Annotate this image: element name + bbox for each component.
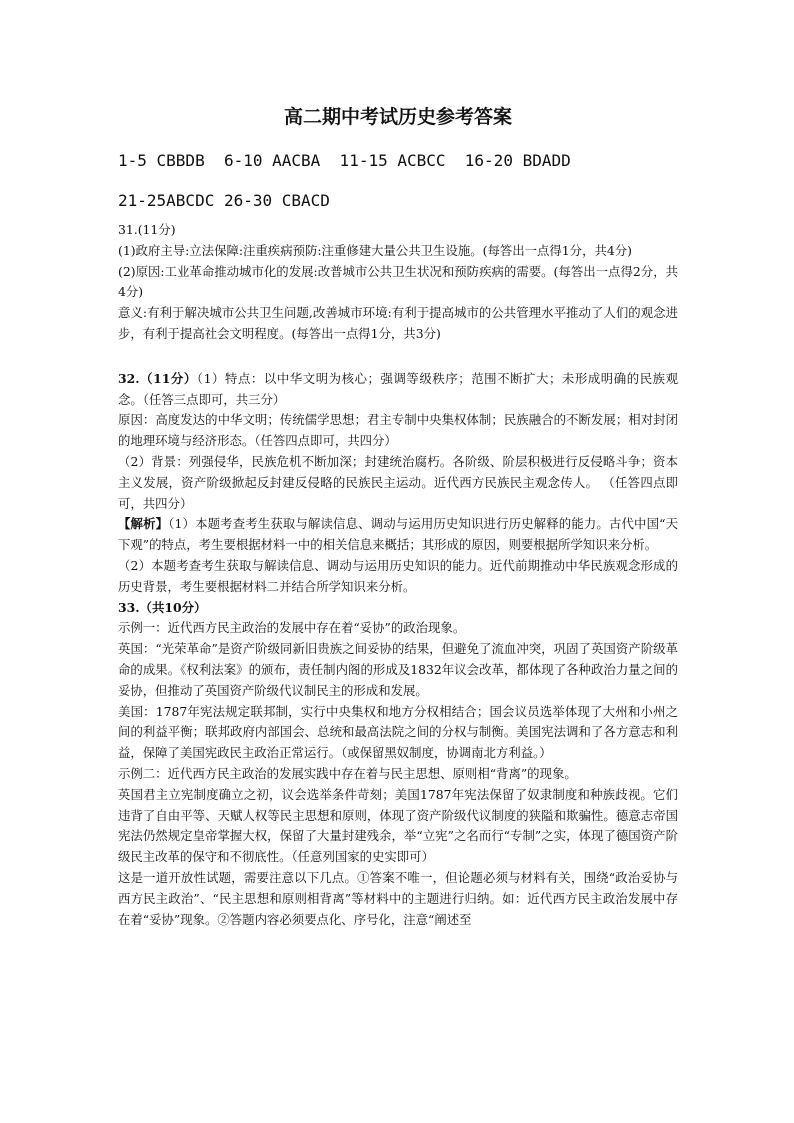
answer-sheet <box>118 102 678 930</box>
page-title: 高二期中考试历史参考答案 <box>283 106 512 128</box>
q33-notes: 这是一道开放性试题，需要注意以下几点。①答案不唯一，但论题必须与材料有关，围绕“政治妥协与西方民主政治”、“民主思想和原则相背离”等材料中的主题进行归纳。如：近代西方民主政治发展中存在着“妥协”现象。②答题内容必须要点化、序号化，注意“阐述至 <box>118 869 678 927</box>
q31-heading: 31.(11分) <box>118 222 176 237</box>
spacer <box>118 345 678 369</box>
q33-example-1: 示例一：近代西方民主政治的发展中存在着“妥协”的政治现象。 <box>118 620 466 636</box>
q32-features: （1）特点：以中华文明为核心；强调等级秩序；范围不断扩大；未形成明确的民族观念。（任答三点即可，共三分） <box>118 370 678 407</box>
q33-usa: 美国：1787年宪法规定联邦制，实行中央集权和地方分权相结合；国会议员选举体现了大州和小州之间的利益平衡；联邦政府内部国会、总统和最高法院之间的分权与制衡。美国宪法调和了各方意志和利益，保障了美国宪政民主政治正常运行。（或保留黑奴制度，协调南北方利益。） <box>118 703 678 761</box>
q31-part1: (1)政府主导:立法保障:注重疾病预防:注重修建大量公共卫生设施。(每答出一点得1分，共4分) <box>118 242 632 258</box>
q33-example-2: 示例二：近代西方民主政治的发展实践中存在着与民主思想、原则相“背离”的现象。 <box>118 765 577 781</box>
q32-heading: 32.（11分） <box>118 370 197 386</box>
q32-analysis-1 <box>118 514 678 556</box>
q33-example-2-text: 英国君主立宪制度确立之初，议会选举条件苛刻；美国1787年宪法保留了奴隶制度和种族歧视。它们违背了自由平等、天赋人权等民主思想和原则，体现了资产阶级代议制度的狭隘和欺骗性。德意志帝国宪法仍然规定皇帝掌握大权，保留了大量封建残余，举“立宪”之名而行“专制”之实，体现了德国资产阶级民主改革的保守和不彻底性。（任意列国家的史实即可） <box>118 786 678 865</box>
question-32 <box>118 369 678 598</box>
q32-reasons: 原因：高度发达的中华文明；传统儒学思想；君主专制中央集权体制；民族融合的不断发展；相对封闭的地理环境与经济形态。（任答四点即可，共四分） <box>118 412 678 449</box>
q31-significance: 意义:有利于解决城市公共卫生问题,改善城市环境:有利于提高城市的公共管理水平推动了人们的观念进步，有利于提高社会文明程度。(每答出一点得1分，共3分) <box>118 305 678 341</box>
q33-england: 英国：“光荣革命”是资产阶级同新旧贵族之间妥协的结果，但避免了流血冲突，巩固了英国资产阶级革命的成果。《权利法案》的颁布，责任制内阁的形成及1832年议会改革，都体现了各种政治力量之间的妥协，但推动了英国资产阶级代议制民主的形成和发展。 <box>118 641 678 698</box>
mc-answers-line-2: 21-25ABCDC 26-30 CBACD <box>118 191 330 210</box>
q31-part2: (2)原因:工业革命推动城市化的发展:改普城市公共卫生状况和预防疾病的需要。(每答出一点得2分，共4分) <box>118 263 678 300</box>
question-33 <box>118 598 678 931</box>
q32-analysis-2: （2）本题考查考生获取与解读信息、调动与运用历史知识的能力。近代前期推动中华民族观念形成的历史背景，考生要根据材料二并结合所学知识来分析。 <box>118 557 678 594</box>
mc-answers-line-1: 1-5 CBBDB 6-10 AACBA 11-15 ACBCC 16-20 BDADD <box>118 151 571 170</box>
analysis-text-1: （1）本题考查考生获取与解读信息、调动与运用历史知识进行历史解释的能力。古代中国“天下观”的特点，考生要根据材料一中的相关信息来概括；其形成的原因，则要根据所学知识来分析。 <box>118 516 678 553</box>
q32-part1 <box>118 369 678 411</box>
analysis-label: 【解析】 <box>118 516 169 532</box>
question-31 <box>118 220 678 345</box>
q33-heading: 33.（共10分） <box>118 599 207 615</box>
q32-part2: （2）背景：列强侵华，民族危机不断加深；封建统治腐朽。各阶级、阶层积极进行反侵略斗争；资本主义发展，资产阶级掀起反封建反侵略的民族民主运动。近代西方民族民主观念传人。 （任答四点即可，共四分） <box>118 453 678 511</box>
